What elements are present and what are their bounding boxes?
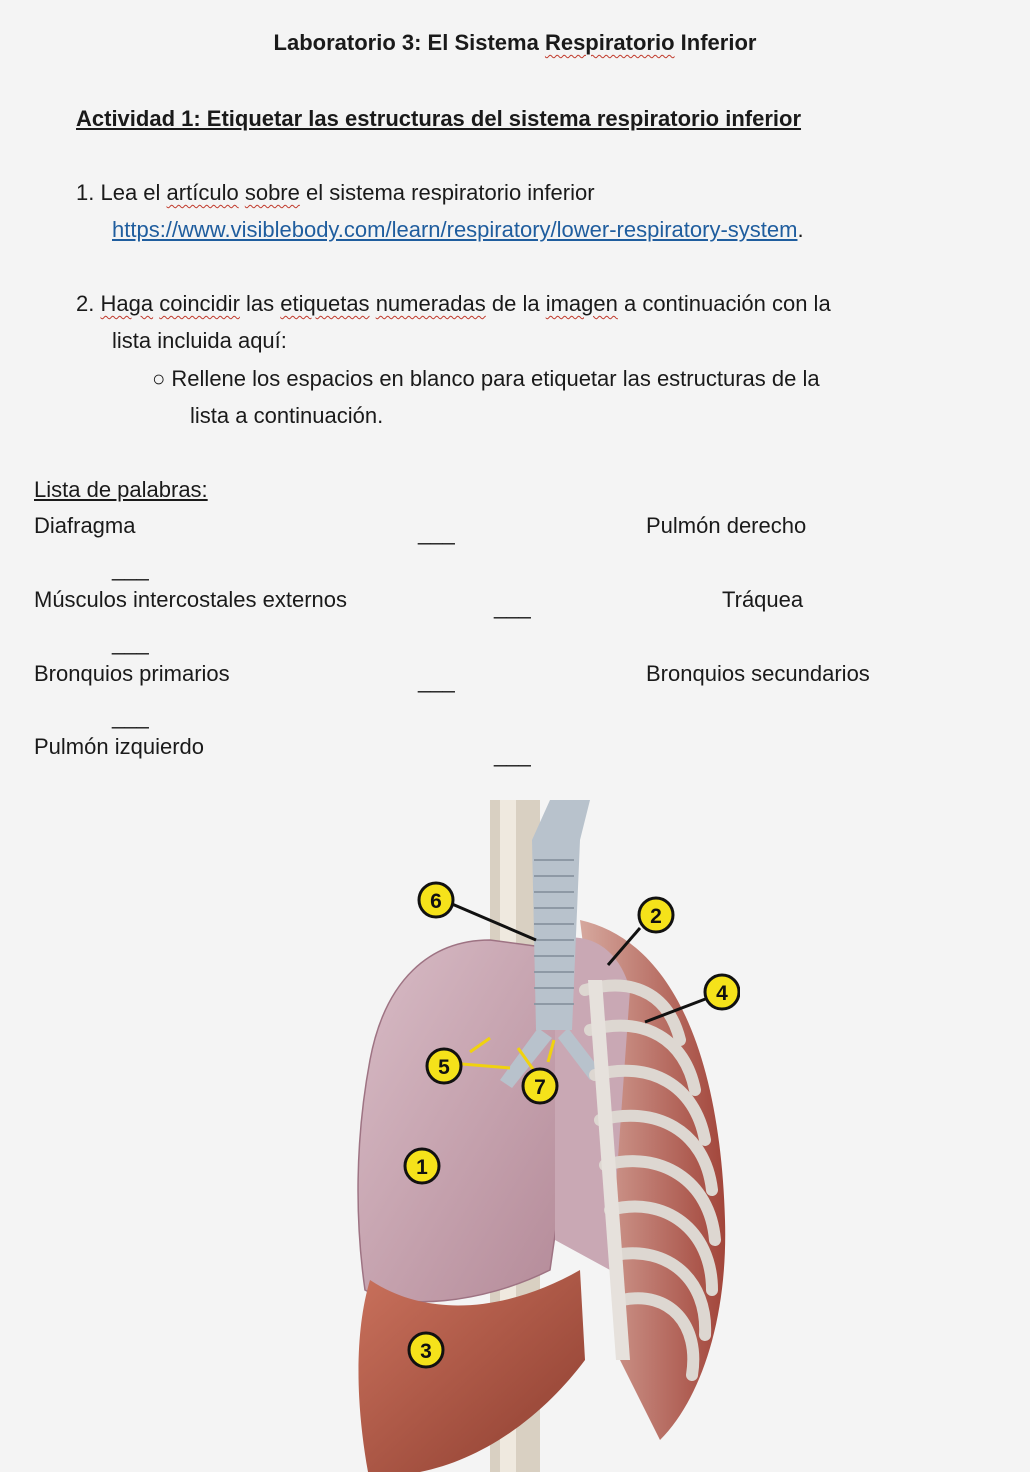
step-2-part: a continuación con la	[617, 291, 831, 316]
label-marker-2	[639, 898, 673, 932]
term-traquea: Tráquea	[722, 587, 804, 612]
step-2-word: coincidir	[159, 291, 240, 316]
blank-diafragma[interactable]: ___	[418, 520, 455, 545]
step-1-text	[76, 180, 595, 206]
label-number-5: 5	[438, 1056, 450, 1079]
step-2-sub-2: lista a continuación.	[190, 403, 384, 428]
label-marker-6	[419, 883, 453, 917]
label-number-4: 4	[716, 982, 728, 1005]
step-2-number: 2.	[76, 291, 95, 316]
title-text-post: Inferior	[674, 30, 757, 55]
step-2-part: las	[239, 291, 281, 316]
term-pulmon-izquierdo: Pulmón izquierdo	[34, 734, 204, 759]
term-pulmon-derecho: Pulmón derecho	[646, 513, 807, 538]
label-number-3: 3	[420, 1340, 432, 1363]
step-2-word: numeradas	[375, 291, 486, 316]
label-number-2: 2	[650, 905, 662, 928]
step-1-link-line	[112, 217, 804, 243]
step-1-word: sobre	[244, 180, 300, 205]
blank-bronquios-primarios[interactable]: ___	[418, 668, 455, 693]
term-musculos-intercostales: Músculos intercostales externos	[34, 587, 348, 612]
step-2-text	[76, 291, 831, 317]
article-link[interactable]: https://www.visiblebody.com/learn/respiratory/lower-respiratory-system	[112, 217, 798, 242]
step-2-word: Haga	[100, 291, 154, 316]
title-text-respiratorio: Respiratorio	[544, 30, 675, 55]
step-1-number: 1.	[76, 180, 95, 205]
term-bronquios-primarios: Bronquios primarios	[34, 661, 230, 686]
page-title	[0, 30, 1030, 56]
step-1-part: el sistema respiratorio inferior	[299, 180, 595, 205]
step-2-word: etiquetas	[280, 291, 370, 316]
blank-pulmon-izquierdo[interactable]: ___	[494, 742, 531, 767]
label-number-7: 7	[534, 1076, 546, 1099]
activity-title: Actividad 1: Etiquetar las estructuras del sistema respiratorio inferior	[76, 106, 802, 131]
title-text-pre: Laboratorio 3: El Sistema	[273, 30, 545, 55]
link-suffix: .	[797, 217, 804, 242]
term-bronquios-secundarios: Bronquios secundarios	[646, 661, 870, 686]
label-marker-7	[523, 1069, 557, 1103]
blank-musculos-intercostales[interactable]: ___	[494, 594, 531, 619]
label-number-1: 1	[416, 1156, 428, 1179]
blank-pulmon-derecho[interactable]: ___	[112, 556, 149, 581]
label-marker-4	[705, 975, 739, 1009]
step-2-word: imagen	[545, 291, 618, 316]
sub-instruction-1: Rellene los espacios en blanco para etiquetar las estructuras de la	[171, 366, 820, 391]
label-marker-1	[405, 1149, 439, 1183]
term-diafragma: Diafragma	[34, 513, 136, 538]
diaphragm-shape	[358, 1270, 585, 1472]
label-marker-5	[427, 1049, 461, 1083]
label-marker-3	[409, 1333, 443, 1367]
step-1-part: Lea el	[100, 180, 167, 205]
step-2-line-2: lista incluida aquí:	[112, 328, 287, 353]
step-1-word: artículo	[166, 180, 239, 205]
step-2-sub-1	[152, 366, 820, 392]
blank-traquea[interactable]: ___	[112, 630, 149, 655]
label-number-6: 6	[430, 890, 442, 913]
word-list-heading: Lista de palabras:	[34, 477, 208, 502]
bullet-circle-icon: ○	[152, 366, 166, 391]
respiratory-anatomy-figure	[340, 800, 740, 1472]
blank-bronquios-secundarios[interactable]: ___	[112, 704, 149, 729]
step-2-part: de la	[485, 291, 546, 316]
